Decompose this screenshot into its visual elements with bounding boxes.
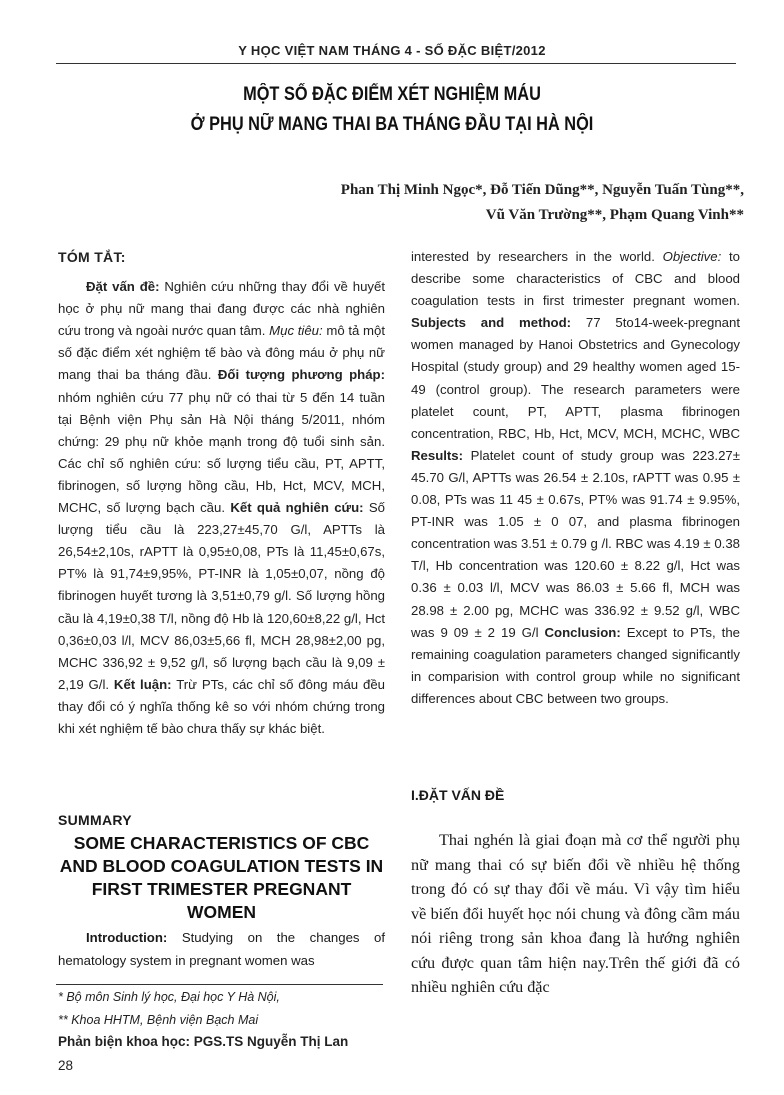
summary-title: SOME CHARACTERISTICS OF CBC AND BLOOD COAGULATION TESTS IN FIRST TRIMESTER PREGNANT WOMEN <box>59 833 384 922</box>
abstract-heading: TÓM TẮT: <box>58 249 126 265</box>
summary-label-method: Subjects and method: <box>411 315 572 331</box>
summary-paragraph <box>411 246 740 710</box>
summary-intro-paragraph <box>58 926 385 972</box>
text-results: Số lượng tiểu cầu là 223,27±45,70 G/l, APTTs là 26,54±2,10s, rAPTT là 0,95±0,08, PTs là 11,45±0,67s, PT% là 91,74±9,95%, PT-INR là 1,05±0,07, nồng độ fibrinogen huyết tương là 3,51±0,79 g/l. Số lượng hồng cầu là 4,19±0,38 T/l, nồng độ Hb là 120,60±8,22 g/l, Hct 0,36±0,03 l/l, MCV 86,03±5,66 fl, MCH 28,98±2,00 pg, MCHC 336,92 ± 9,52 g/l, số lượng bạch cầu là 9,09 ± 2,19 G/l. <box>58 500 386 692</box>
abstract-paragraph <box>58 276 385 740</box>
page-number: 28 <box>58 1058 74 1073</box>
summary-label-introduction: Introduction: <box>86 930 168 945</box>
label-objective: Mục tiêu: <box>265 323 323 339</box>
reviewer-note: Phản biện khoa học: PGS.TS Nguyễn Thị Lan <box>58 1034 349 1049</box>
label-conclusion: Kết luận: <box>109 676 172 692</box>
introduction-paragraph: Thai nghén là giai đoạn mà cơ thể người phụ nữ mang thai có sự biến đổi về nhiều hệ thống trong đó có sự thay đổi về máu. Vì vậy tìm hiểu về biến đổi huyết học nói chung và đông cầm máu nói riêng trong sản khoa đang là hướng nghiên cứu được quan tâm hiện nay.Trên thế giới đã có nhiều nghiên cứu đặc <box>411 831 740 997</box>
label-method: Đối tượng phương pháp: <box>211 367 385 383</box>
summary-text-introduction-2: interested by researchers in the world. <box>411 249 655 264</box>
summary-heading: SUMMARY <box>58 812 132 828</box>
header-divider <box>56 63 736 64</box>
authors-line-1: Phan Thị Minh Ngọc*, Đỗ Tiến Dũng**, Nguyễn Tuấn Tùng**, <box>340 182 744 198</box>
summary-text-results: Platelet count of study group was 223.27± 45.70 G/l, APTTs was 26.54 ± 2.10s, rAPTT was 0.95 ± 0.08, PTs was 11 45 ± 0.67s, PT% was 91.74 ± 9.95%, PT-INR was 1.05 ± 0 07, and plasma fibrinogen concentration was 3.51 ± 0.79 g /l. RBC was 4.19 ± 0.38 T/l, Hb concentration was 120.60 ± 8.22 g/l, Hct was 0.36 ± 0.03 l/l, MCV was 86.03 ± 5.66 fl, MCH was 28.98 ± 2.00 pg, MCHC was 336.92 ± 9.52 g/l, WBC was 9 09 ± 2 19 G/l <box>411 447 740 640</box>
summary-text-introduction-1: Studying on the changes of hematology system in pregnant women was <box>58 930 385 968</box>
summary-text-method: 77 5to14-week-pregnant women managed by Hanoi Obstetrics and Gynecology Hospital (study group) and 29 healthy women aged 15-49 (control group). The research parameters were platelet count, PT, APTT, plasma fibrinogen concentration, RBC, Hb, Hct, MCV, MCH, MCHC, WBC <box>411 315 740 441</box>
footnote-divider <box>56 984 383 985</box>
summary-label-conclusion: Conclusion: <box>538 624 621 640</box>
label-background: Đặt vấn đề: <box>86 279 160 295</box>
summary-continuation <box>411 246 740 710</box>
summary-english <box>58 812 385 985</box>
summary-label-results: Results: <box>411 447 464 463</box>
abstract-vietnamese <box>58 246 385 740</box>
summary-text-conclusion: Except to PTs, the remaining coagulation parameters changed significantly in comparision with control group while no significant differences about CBC between two groups. <box>411 624 740 706</box>
text-method: nhóm nghiên cứu 77 phụ nữ có thai từ 5 đến 14 tuần tại Bệnh viện Phụ sản Hà Nội tháng 5/2011, nhóm chứng: 29 phụ nữ khỏe mạnh trong độ tuổi sinh sản. Các chỉ số nghiên cứu: số lượng tiểu cầu, PT, APTT, fibrinogen, số lượng hồng cầu, Hb, Hct, MCV, MCH, MCHC, số lượng bạch cầu. <box>58 389 385 516</box>
summary-text-objective: to describe some characteristics of CBC and blood coagulation tests in first trimester pregnant women. <box>411 249 740 309</box>
text-objective: mô tả một số đặc điểm xét nghiệm tế bào và đông máu ở phụ nữ mang thai ba tháng đầu. <box>58 323 386 383</box>
article-title-line-2: Ở PHỤ NỮ MANG THAI BA THÁNG ĐẦU TẠI HÀ NỘI <box>190 114 594 135</box>
text-conclusion: Trừ PTs, các chỉ số đông máu đều thay đổi có ý nghĩa thống kê so với nhóm chứng trong khi xét nghiệm tế bào chưa thấy sự khác biệt. <box>58 676 386 736</box>
summary-label-objective: Objective: <box>654 249 722 264</box>
article-title-line-1: MỘT SỐ ĐẶC ĐIỂM XÉT NGHIỆM MÁU <box>243 84 541 105</box>
footnote-affiliation-1: * Bộ môn Sinh lý học, Đại học Y Hà Nội, <box>58 990 280 1004</box>
label-results: Kết quả nghiên cứu: <box>225 500 364 516</box>
text-background: Nghiên cứu những thay đổi về huyết học ở phụ nữ mang thai đang được các nhà nghiên cứu trong và ngoài nước quan tâm. <box>58 279 385 339</box>
authors-line-2: Vũ Văn Trường**, Phạm Quang Vinh** <box>485 207 744 223</box>
footnote-affiliation-2: ** Khoa HHTM, Bệnh viện Bạch Mai <box>58 1013 259 1027</box>
running-header: Y HỌC VIỆT NAM THÁNG 4 - SỐ ĐẶC BIỆT/2012 <box>238 43 546 58</box>
introduction-heading: I.ĐẶT VẤN ĐỀ <box>411 787 505 803</box>
